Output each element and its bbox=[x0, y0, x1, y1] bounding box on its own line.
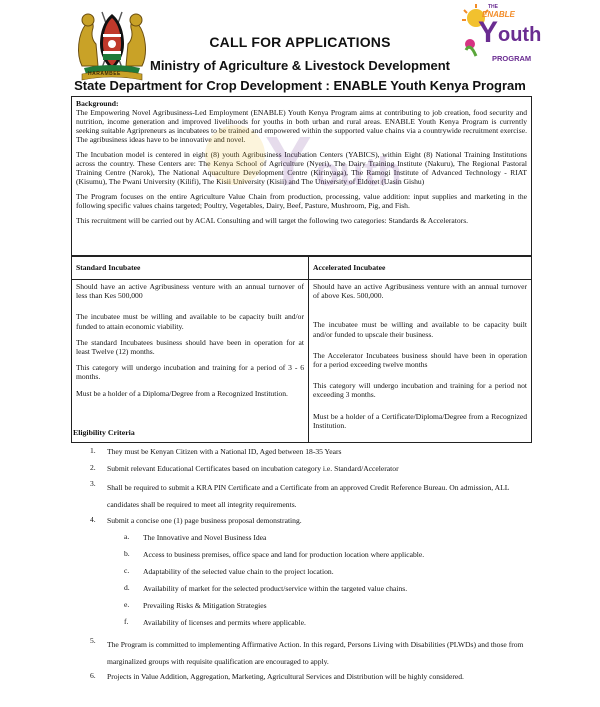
coat-motto: HARAMBEE bbox=[88, 71, 121, 77]
list-item: Must be a holder of a Certificate/Diploma/Degree from a Recognized Institution. bbox=[313, 411, 527, 430]
item-text: Projects in Value Addition, Aggregation, Marketing, Agricultural Services and Distribution will be highly considered. bbox=[107, 672, 464, 681]
item-number: 2. bbox=[90, 463, 96, 472]
department-name: State Department for Crop Development : ENABLE Youth Kenya Program bbox=[74, 78, 526, 93]
item-text: Shall be required to submit a KRA PIN Certificate and a Certificate from an approved Credit Reference Bureau. On admission, ALL candidates shall be required to meet all integrity requirements. bbox=[107, 483, 510, 509]
list-item: The Accelerator Incubatees business should have been in operation for a period exceeding twelve months bbox=[313, 350, 527, 370]
item-text: The Program is committed to implementing Affirmative Action. In this regard, Persons Living with Disabilities (PLWDs) and those from marginalized groups with requisite qualification are encouraged to apply. bbox=[107, 640, 524, 666]
background-paragraph: The Incubation model is centered in eight (8) youth Agribusiness Incubation Centers (YABICS), within Eight (8) National Training Institutions across the country. These Centers are: The Kenya School of Agriculture (Nyeri), The Dairy Training Institute (Nakuru), The Regional Pastoral Training Centre (Narok), The National Aquaculture Development Centre (Kirinyaga), The Ramogi Institute of Advanced Technology - RIAT (Kisumu), The Pwani University (Kilifi), The Kisii University (Kisii) and The University of Eldoret (Uasin Gishu) bbox=[76, 150, 527, 186]
list-item: The incubatee must be willing and available to be capacity built and/or funded to upscale their business. bbox=[313, 320, 527, 339]
standard-incubatee-header: Standard Incubatee bbox=[72, 257, 309, 280]
logo-y: Y bbox=[478, 16, 499, 49]
background-title: Background: bbox=[76, 99, 119, 108]
background-paragraph: The Program focuses on the entire Agriculture Value Chain from production, processing, value addition: input supplies and marketing in the following specific values chains targeted; Poultry, Vegetables, Dairy, Beef, Pasture, Mushroom, Pig, and Fish. bbox=[76, 192, 527, 210]
item-letter: e. bbox=[124, 600, 130, 609]
background-paragraph: This recruitment will be carried out by ACAL Consulting and will target the following two categories: Standards & Accelerators. bbox=[76, 216, 469, 225]
item-letter: b. bbox=[124, 549, 130, 558]
item-text: Adaptability of the selected value chain to the project location. bbox=[143, 567, 334, 576]
list-item: Must be a holder of a Diploma/Degree from a Recognized Institution. bbox=[76, 388, 288, 398]
item-letter: d. bbox=[124, 583, 130, 592]
logo-enable: ENABLE bbox=[482, 10, 515, 19]
item-text: The Innovative and Novel Business Idea bbox=[143, 533, 267, 542]
logo-outh: outh bbox=[498, 24, 542, 46]
background-paragraph: The Empowering Novel Agribusiness-Led Employment (ENABLE) Youth Kenya Program aims at contributing to job creation, food security and nutrition, income generation and improved livelihoods for youths in both urban and rural areas. ENABLE Youth Kenya Program is currently seeking suitable Agripreneurs as incubatees to be trained and empowered within the supported value chains via a countrywide recruitment exercise. The agribusiness ideas have to be innovative and novel. bbox=[76, 108, 527, 144]
list-item: The incubatee must be willing and available to be capacity built and/or funded to attain economic viability. bbox=[76, 312, 304, 331]
item-text: They must be Kenyan Citizen with a National ID, Aged between 18-35 Years bbox=[107, 447, 342, 456]
accelerated-incubatee-header: Accelerated Incubatee bbox=[309, 257, 532, 280]
item-number: 5. bbox=[90, 636, 96, 645]
list-item: The standard Incubatees business should have been in operation for at least Twelve (12) months. bbox=[76, 337, 304, 357]
ministry-name: Ministry of Agriculture & Livestock Development bbox=[149, 58, 451, 73]
svg-text:Y: Y bbox=[265, 122, 312, 200]
item-number: 1. bbox=[90, 446, 96, 455]
item-letter: a. bbox=[124, 532, 130, 541]
incubatee-categories-table bbox=[71, 256, 532, 443]
logo-the: THE bbox=[488, 4, 498, 10]
list-item: Should have an active Agribusiness venture with an annual turnover of above Kes. 500,000. bbox=[313, 282, 527, 301]
svg-text:outh: outh bbox=[315, 150, 402, 194]
eligibility-title: Eligibility Criteria bbox=[73, 428, 135, 437]
background-section bbox=[71, 96, 532, 256]
item-number: 6. bbox=[90, 671, 96, 680]
item-text: Availability of market for the selected product/service within the targeted value chains. bbox=[143, 584, 408, 593]
list-item: This category will undergo incubation and training for a period of 3 - 6 months. bbox=[76, 363, 304, 382]
item-letter: f. bbox=[124, 617, 129, 626]
logo-program: PROGRAM bbox=[492, 54, 532, 63]
accelerated-incubatee-cell bbox=[309, 280, 532, 443]
item-text: Availability of licenses and permits where applicable. bbox=[143, 618, 306, 627]
standard-incubatee-cell bbox=[72, 280, 309, 443]
list-item: This category will undergo incubation and training for a period not exceeding 3 months. bbox=[313, 381, 527, 400]
item-number: 4. bbox=[90, 515, 96, 524]
item-text: Submit a concise one (1) page business proposal demonstrating. bbox=[107, 516, 302, 525]
list-item: Should have an active Agribusiness venture with an annual turnover of less than Kes 500,000 bbox=[76, 282, 304, 301]
item-letter: c. bbox=[124, 566, 130, 575]
item-text: Submit relevant Educational Certificates based on incubation category i.e. Standard/Accelerator bbox=[107, 464, 399, 473]
item-text: Access to business premises, office space and land for production location where applicable. bbox=[143, 550, 425, 559]
page-title: CALL FOR APPLICATIONS bbox=[209, 34, 391, 50]
item-number: 3. bbox=[90, 479, 96, 488]
item-text: Prevailing Risks & Mitigation Strategies bbox=[143, 601, 267, 610]
document-header bbox=[0, 0, 600, 96]
